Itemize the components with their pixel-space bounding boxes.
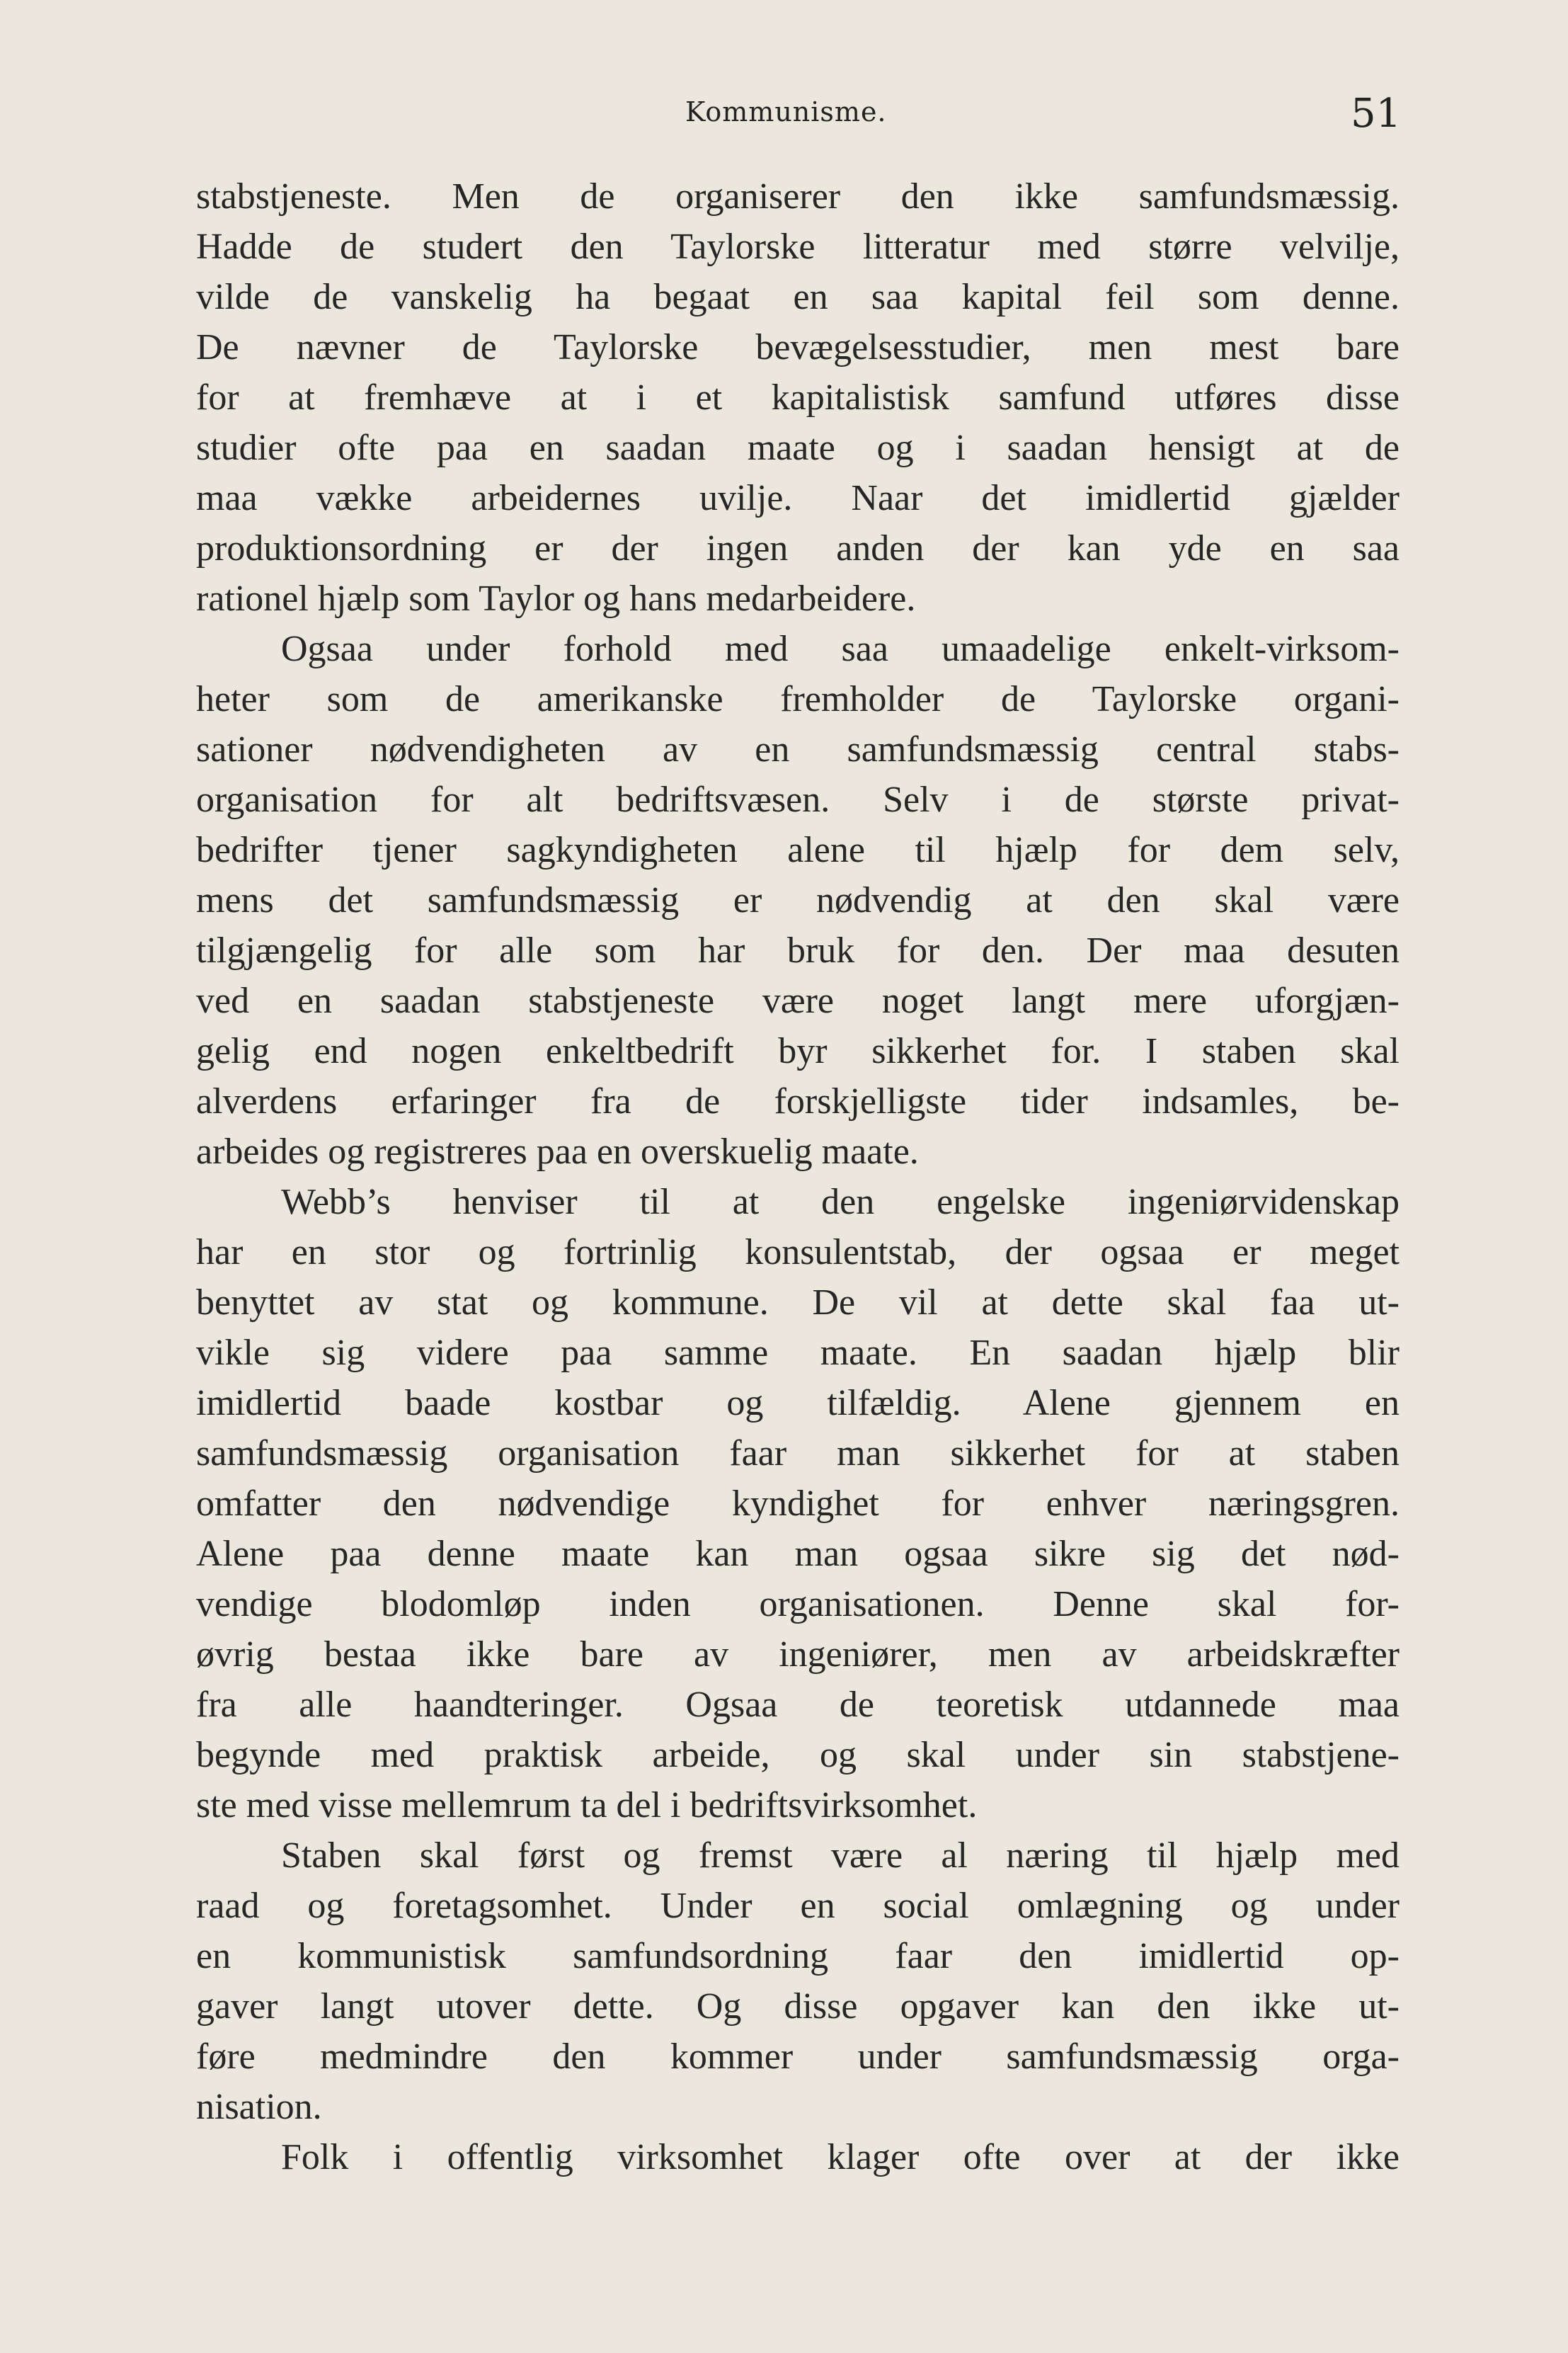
text-line: imidlertid baade kostbar og tilfældig. Alene gjennem en <box>196 1383 1400 1423</box>
text-line: sationer nødvendigheten av en samfundsmæssig central stabs- <box>196 729 1400 770</box>
page-number: 51 <box>1351 91 1402 137</box>
text-line: Ogsaa under forhold med saa umaadelige enkelt-virksom- <box>281 629 1400 669</box>
text-line: for at fremhæve at i et kapitalistisk samfund utføres disse <box>196 377 1400 418</box>
text-line: benyttet av stat og kommune. De vil at dette skal faa ut- <box>196 1282 1400 1323</box>
text-line: tilgjængelig for alle som har bruk for den. Der maa desuten <box>196 930 1400 971</box>
text-line: studier ofte paa en saadan maate og i saadan hensigt at de <box>196 428 1400 468</box>
text-line: Staben skal først og fremst være al næring til hjælp med <box>281 1835 1400 1876</box>
text-line: raad og foretagsomhet. Under en social omlægning og under <box>196 1886 1400 1926</box>
running-header <box>0 93 1568 150</box>
text-line: produktionsordning er der ingen anden der kan yde en saa <box>196 528 1400 569</box>
text-line: heter som de amerikanske fremholder de Taylorske organi- <box>196 679 1400 719</box>
text-line: omfatter den nødvendige kyndighet for enhver næringsgren. <box>196 1483 1400 1524</box>
text-line: arbeides og registreres paa en overskuelig maate. <box>196 1132 919 1172</box>
text-line: mens det samfundsmæssig er nødvendig at den skal være <box>196 880 1400 921</box>
running-title: Kommunisme. <box>685 96 887 127</box>
text-line: bedrifter tjener sagkyndigheten alene til hjælp for dem selv, <box>196 830 1400 870</box>
text-line: begynde med praktisk arbeide, og skal under sin stabstjene- <box>196 1735 1400 1775</box>
text-line: Folk i offentlig virksomhet klager ofte over at der ikke <box>281 2137 1400 2177</box>
text-line: rationel hjælp som Taylor og hans medarbeidere. <box>196 579 916 619</box>
text-line: maa vække arbeidernes uvilje. Naar det imidlertid gjælder <box>196 478 1400 518</box>
text-line: Hadde de studert den Taylorske litteratur med større velvilje, <box>196 227 1400 267</box>
text-line: har en stor og fortrinlig konsulentstab, der ogsaa er meget <box>196 1232 1400 1272</box>
text-line: vilde de vanskelig ha begaat en saa kapital feil som denne. <box>196 277 1400 317</box>
text-line: alverdens erfaringer fra de forskjelligste tider indsamles, be- <box>196 1081 1400 1122</box>
body-text <box>196 171 1400 2182</box>
text-line: øvrig bestaa ikke bare av ingeniører, men av arbeidskræfter <box>196 1634 1400 1675</box>
text-line: gelig end nogen enkeltbedrift byr sikkerhet for. I staben skal <box>196 1031 1400 1071</box>
text-line: Webb’s henviser til at den engelske ingeniørvidenskap <box>281 1182 1400 1222</box>
text-line: vendige blodomløp inden organisationen. Denne skal for- <box>196 1584 1400 1624</box>
text-line: stabstjeneste. Men de organiserer den ikke samfundsmæssig. <box>196 176 1400 217</box>
text-line: Alene paa denne maate kan man ogsaa sikre sig det nød- <box>196 1534 1400 1574</box>
text-line: vikle sig videre paa samme maate. En saadan hjælp blir <box>196 1333 1400 1373</box>
text-line: fra alle haandteringer. Ogsaa de teoretisk utdannede maa <box>196 1685 1400 1725</box>
text-line: en kommunistisk samfundsordning faar den imidlertid op- <box>196 1936 1400 1976</box>
text-line: gaver langt utover dette. Og disse opgaver kan den ikke ut- <box>196 1986 1400 2027</box>
text-line: føre medmindre den kommer under samfundsmæssig orga- <box>196 2036 1400 2077</box>
text-line: organisation for alt bedriftsvæsen. Selv i de største privat- <box>196 780 1400 820</box>
text-line: nisation. <box>196 2087 322 2127</box>
text-line: ste med visse mellemrum ta del i bedriftsvirksomhet. <box>196 1785 978 1825</box>
text-line: ved en saadan stabstjeneste være noget langt mere uforgjæn- <box>196 981 1400 1021</box>
text-line: De nævner de Taylorske bevægelsesstudier, men mest bare <box>196 327 1400 368</box>
text-line: samfundsmæssig organisation faar man sikkerhet for at staben <box>196 1433 1400 1474</box>
